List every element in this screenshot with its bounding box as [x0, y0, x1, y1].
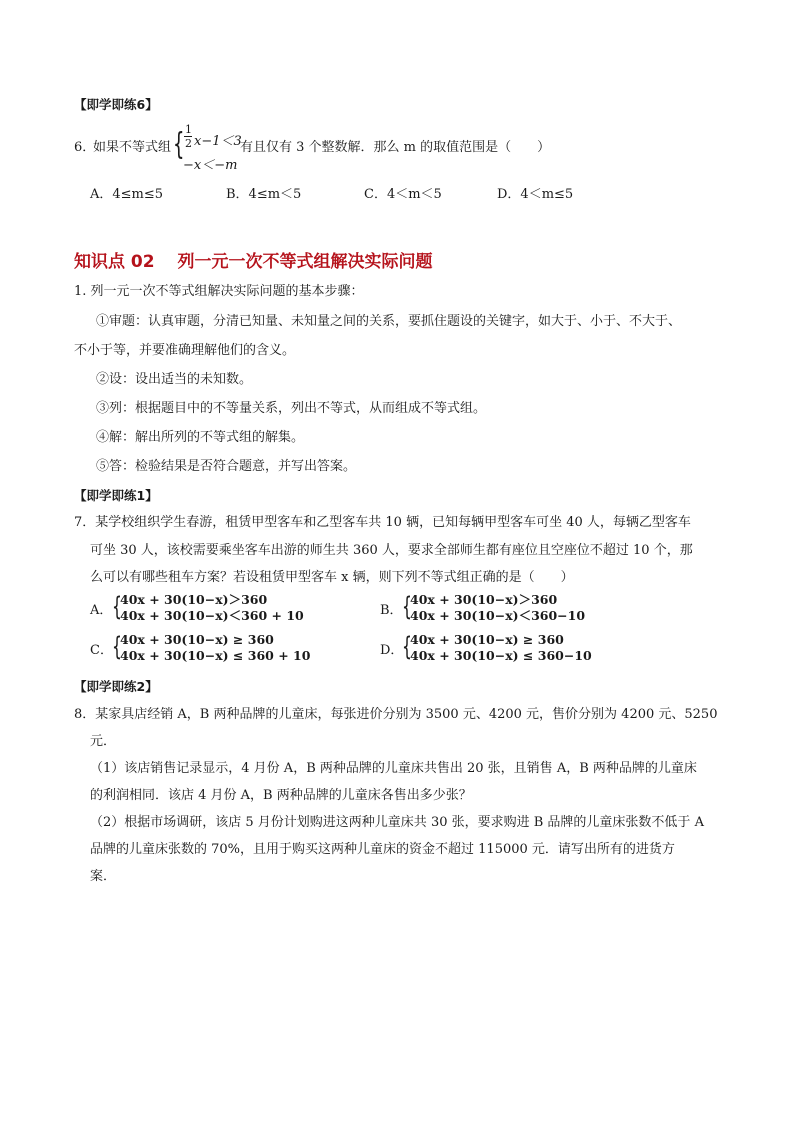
question-line: 7．某学校组织学生春游，租赁甲型客车和乙型客车共 10 辆，已知每辆甲型客车可坐 40 人，每辆乙型客车 [74, 515, 691, 530]
option-label: B． [380, 603, 403, 618]
question-line: 案． [90, 869, 117, 884]
step-solve: ④解：解出所列的不等式组的解集。 [96, 430, 305, 445]
step-answer: ⑤答：检验结果是否符合题意，并写出答案。 [96, 459, 357, 474]
option-d: D．4＜m≤5 [497, 187, 574, 202]
option-label: D． [380, 643, 404, 658]
question-line: 可坐 30 人，该校需要乘坐客车出游的师生共 360 人，要求全部师生都有座位且空座位不超过 10 个，那 [90, 543, 693, 558]
option-line-1: 40x + 30(10−x)＞360 [410, 592, 558, 607]
option-c: C．4＜m＜5 [364, 187, 442, 202]
option-b: B．4≤m＜5 [226, 187, 302, 202]
question-line: 的利润相同．该店 4 月份 A，B 两种品牌的儿童床各售出多少张？ [90, 788, 472, 803]
question-line: （2）根据市场调研，该店 5 月份计划购进这两种儿童床共 30 张，要求购进 B 品牌的儿童床张数不低于 A [90, 815, 704, 830]
system-brace: { [112, 592, 122, 622]
option-line-2: 40x + 30(10−x)＜360−10 [410, 608, 586, 623]
question-line: 品牌的儿童床张数的 70%，且用于购买这两种儿童床的资金不超过 115000 元．请写出所有的进货方 [90, 842, 675, 857]
option-label: C． [90, 643, 113, 658]
fraction-numerator: 1 [185, 123, 192, 136]
practice-tag: 【即学即练2】 [74, 679, 158, 694]
step-review: ①审题：认真审题，分清已知量、未知量之间的关系，要抓住题设的关键字，如大于、小于、不大于、 [96, 314, 682, 329]
system-line-2: −x＜−m [183, 158, 238, 173]
system-brace: { [402, 632, 412, 662]
option-line-1: 40x + 30(10−x) ≥ 360 [410, 632, 564, 647]
question-line: 么可以有哪些租车方案？若设租赁甲型客车 x 辆，则下列不等式组正确的是（ ） [90, 570, 574, 585]
practice-tag: 【即学即练1】 [74, 488, 158, 503]
system-brace: { [173, 127, 185, 162]
steps-intro: 1. 列一元一次不等式组解决实际问题的基本步骤： [74, 284, 364, 299]
practice-tag: 【即学即练6】 [74, 97, 158, 112]
step-list: ③列：根据题目中的不等量关系，列出不等式，从而组成不等式组。 [96, 401, 487, 416]
question-line: （1）该店销售记录显示，4 月份 A，B 两种品牌的儿童床共售出 20 张，且销售 A，B 两种品牌的儿童床 [90, 761, 697, 776]
fraction-denominator: 2 [185, 137, 192, 150]
option-a: A．4≤m≤5 [90, 187, 164, 202]
step-review-cont: 不小于等，并要准确理解他们的含义。 [74, 343, 296, 358]
option-line-2: 40x + 30(10−x)＜360 + 10 [120, 608, 304, 623]
option-line-1: 40x + 30(10−x) ≥ 360 [120, 632, 274, 647]
system-brace: { [402, 592, 412, 622]
system-line-1: x−1＜3 [194, 134, 242, 149]
question-line: 元． [90, 734, 117, 749]
option-line-2: 40x + 30(10−x) ≤ 360 + 10 [120, 648, 311, 663]
question-text-suffix: 有且仅有 3 个整数解．那么 m 的取值范围是（ ） [240, 140, 551, 155]
option-line-2: 40x + 30(10−x) ≤ 360−10 [410, 648, 592, 663]
question-text-prefix: 如果不等式组 [93, 140, 172, 155]
option-line-1: 40x + 30(10−x)＞360 [120, 592, 268, 607]
option-label: A． [90, 603, 113, 618]
question-number: 6． [74, 140, 96, 155]
system-brace: { [112, 632, 122, 662]
section-heading: 知识点 02 列一元一次不等式组解决实际问题 [74, 252, 433, 272]
step-assume: ②设：设出适当的未知数。 [96, 372, 253, 387]
question-line: 8．某家具店经销 A，B 两种品牌的儿童床，每张进价分别为 3500 元、4200 元，售价分别为 4200 元、5250 [74, 707, 718, 722]
